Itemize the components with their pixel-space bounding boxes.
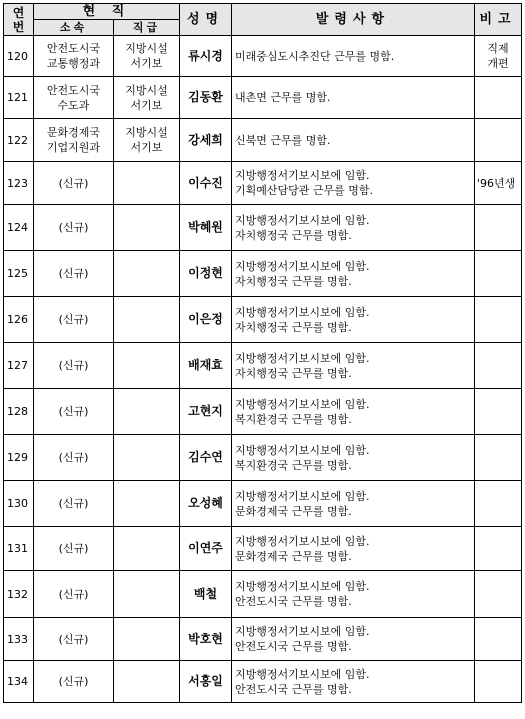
row-grade — [114, 119, 180, 162]
row-order — [232, 661, 475, 703]
row-grade — [114, 36, 180, 77]
row-affiliation — [34, 297, 114, 343]
header-affiliation: 소속 — [34, 20, 114, 36]
row-order-line: 지방행정서기보시보에 임함. — [235, 443, 370, 457]
row-affiliation-line: (신규) — [58, 451, 89, 464]
row-number: 128 — [4, 389, 34, 435]
row-name: 오성혜 — [180, 481, 232, 527]
header-name: 성명 — [180, 4, 232, 36]
table-row — [4, 571, 522, 618]
row-affiliation-line: (신규) — [58, 632, 89, 646]
row-name: 이정현 — [180, 251, 232, 297]
row-order-line: 내촌면 근무를 명함. — [235, 91, 331, 104]
row-grade — [114, 571, 180, 618]
row-grade — [114, 435, 180, 481]
row-affiliation — [34, 571, 114, 618]
row-affiliation — [34, 119, 114, 162]
header-number-top: 연 — [12, 5, 25, 20]
row-grade — [114, 661, 180, 703]
row-affiliation — [34, 389, 114, 435]
row-note — [475, 435, 522, 481]
row-order-line: 지방행정서기보시보에 임함. — [235, 213, 370, 227]
row-order-line: 복지환경국 근무를 명함. — [235, 458, 352, 472]
row-affiliation — [34, 251, 114, 297]
row-order-line: 지방행정서기보시보에 임함. — [235, 397, 370, 411]
row-order-line: 신북면 근무를 명함. — [235, 133, 331, 147]
row-name: 류시경 — [180, 36, 232, 77]
row-grade — [114, 527, 180, 571]
row-order-line: 지방행정서기보시보에 임함. — [235, 305, 370, 319]
row-affiliation-line: 안전도시국 — [46, 83, 101, 97]
row-grade — [114, 162, 180, 205]
row-order-line: 지방행정서기보시보에 임함. — [235, 351, 370, 365]
row-number: 125 — [4, 251, 34, 297]
row-order-line: 지방행정서기보시보에 임함. — [235, 580, 370, 593]
row-grade-line: 서기보 — [130, 57, 163, 70]
row-grade — [114, 297, 180, 343]
row-affiliation — [34, 481, 114, 527]
row-affiliation — [34, 661, 114, 703]
row-affiliation-line: (신규) — [58, 313, 89, 326]
row-order — [232, 481, 475, 527]
row-name: 김동환 — [180, 77, 232, 119]
row-grade — [114, 481, 180, 527]
table-header — [4, 4, 522, 36]
row-number: 122 — [4, 119, 34, 162]
row-name: 배재효 — [180, 343, 232, 389]
row-name: 이은정 — [180, 297, 232, 343]
row-affiliation-line: (신규) — [58, 405, 89, 418]
table-row — [4, 527, 522, 571]
row-note — [475, 297, 522, 343]
row-grade — [114, 251, 180, 297]
row-order-line: 지방행정서기보시보에 임함. — [235, 625, 370, 638]
row-affiliation-line: (신규) — [58, 675, 89, 688]
row-number: 121 — [4, 77, 34, 119]
row-name: 고현지 — [180, 389, 232, 435]
table-row — [4, 481, 522, 527]
table-row — [4, 205, 522, 251]
row-order-line: 복지환경국 근무를 명함. — [235, 412, 352, 426]
row-note — [475, 162, 522, 205]
table-row — [4, 36, 522, 77]
header-note: 비고 — [475, 4, 522, 36]
row-grade-line: 지방시설 — [125, 83, 168, 97]
row-number: 129 — [4, 435, 34, 481]
row-note-line: 직제 — [487, 42, 509, 55]
row-name: 강세희 — [180, 119, 232, 162]
row-grade — [114, 389, 180, 435]
row-order — [232, 571, 475, 618]
row-note — [475, 119, 522, 162]
header-order: 발령사항 — [232, 4, 475, 36]
row-note — [475, 571, 522, 618]
row-order-line: 문화경제국 근무를 명함. — [235, 549, 352, 563]
row-grade — [114, 343, 180, 389]
row-note — [475, 205, 522, 251]
row-order — [232, 435, 475, 481]
row-grade — [114, 205, 180, 251]
row-order-line: 기획예산담당관 근무를 명함. — [235, 184, 374, 197]
header-number — [4, 4, 34, 36]
row-affiliation — [34, 36, 114, 77]
table-row — [4, 77, 522, 119]
row-affiliation — [34, 343, 114, 389]
row-number: 134 — [4, 661, 34, 703]
row-order — [232, 119, 475, 162]
row-affiliation-line: (신규) — [58, 542, 89, 555]
row-order-line: 지방행정서기보시보에 임함. — [235, 489, 370, 503]
row-name: 김수연 — [180, 435, 232, 481]
row-name: 이수진 — [180, 162, 232, 205]
table-body — [4, 36, 522, 703]
row-order — [232, 77, 475, 119]
row-note — [475, 661, 522, 703]
table-row — [4, 251, 522, 297]
header-number-bottom: 번 — [12, 19, 25, 34]
table-row — [4, 389, 522, 435]
row-order — [232, 36, 475, 77]
appointment-table — [3, 3, 522, 703]
row-number: 132 — [4, 571, 34, 618]
row-affiliation — [34, 435, 114, 481]
row-order-line: 자치행정국 근무를 명함. — [235, 320, 352, 334]
table-row — [4, 119, 522, 162]
row-affiliation-line: 기업지원과 — [46, 141, 101, 154]
table-row — [4, 661, 522, 703]
row-affiliation — [34, 618, 114, 661]
row-grade-line: 지방시설 — [125, 126, 168, 139]
header-grade: 직급 — [114, 20, 180, 36]
table-row — [4, 343, 522, 389]
row-number: 127 — [4, 343, 34, 389]
row-order-line: 미래중심도시추진단 근무를 명함. — [235, 49, 395, 63]
row-affiliation-line: (신규) — [58, 497, 89, 510]
row-order-line: 자치행정국 근무를 명함. — [235, 228, 352, 242]
row-order-line: 문화경제국 근무를 명함. — [235, 504, 352, 518]
row-order — [232, 618, 475, 661]
row-name: 이연주 — [180, 527, 232, 571]
row-order-line: 자치행정국 근무를 명함. — [235, 274, 352, 288]
row-number: 131 — [4, 527, 34, 571]
row-affiliation-line: (신규) — [58, 267, 89, 280]
row-name: 박혜원 — [180, 205, 232, 251]
row-order — [232, 389, 475, 435]
row-number: 133 — [4, 618, 34, 661]
row-order-line: 지방행정서기보시보에 임함. — [235, 667, 370, 681]
row-note — [475, 343, 522, 389]
row-affiliation — [34, 527, 114, 571]
row-order-line: 지방행정서기보시보에 임함. — [235, 534, 370, 548]
table-row — [4, 618, 522, 661]
row-name: 백철 — [180, 571, 232, 618]
row-grade-line: 서기보 — [130, 141, 163, 154]
row-order — [232, 343, 475, 389]
table-row — [4, 297, 522, 343]
row-affiliation-line: 수도과 — [57, 98, 90, 112]
row-order — [232, 527, 475, 571]
row-order — [232, 251, 475, 297]
row-affiliation — [34, 162, 114, 205]
row-affiliation-line: (신규) — [58, 176, 89, 190]
row-order — [232, 162, 475, 205]
row-name: 박호현 — [180, 618, 232, 661]
row-number: 126 — [4, 297, 34, 343]
row-number: 124 — [4, 205, 34, 251]
row-affiliation — [34, 77, 114, 119]
row-affiliation-line: (신규) — [58, 221, 89, 234]
row-affiliation-line: 문화경제국 — [46, 126, 101, 139]
table-row — [4, 162, 522, 205]
row-order-line: 안전도시국 근무를 명함. — [235, 682, 352, 696]
row-note — [475, 618, 522, 661]
row-affiliation-line: 안전도시국 — [46, 42, 101, 55]
row-grade — [114, 618, 180, 661]
header-current-post: 현 직 — [34, 4, 180, 20]
row-note-line: 개편 — [487, 57, 509, 70]
row-number: 123 — [4, 162, 34, 205]
row-order — [232, 297, 475, 343]
row-number: 130 — [4, 481, 34, 527]
row-grade-line: 서기보 — [130, 98, 163, 112]
row-order-line: 자치행정국 근무를 명함. — [235, 366, 352, 380]
row-affiliation-line: 교통행정과 — [46, 57, 101, 70]
row-note — [475, 481, 522, 527]
row-order-line: 안전도시국 근무를 명함. — [235, 595, 352, 608]
row-note — [475, 77, 522, 119]
row-order-line: 지방행정서기보시보에 임함. — [235, 169, 370, 182]
row-note — [475, 389, 522, 435]
row-affiliation — [34, 205, 114, 251]
row-number: 120 — [4, 36, 34, 77]
row-note — [475, 251, 522, 297]
row-order-line: 지방행정서기보시보에 임함. — [235, 259, 370, 273]
row-name: 서홍일 — [180, 661, 232, 703]
row-note — [475, 527, 522, 571]
row-affiliation-line: (신규) — [58, 587, 89, 601]
row-grade-line: 지방시설 — [125, 42, 168, 55]
row-affiliation-line: (신규) — [58, 359, 89, 372]
row-order-line: 안전도시국 근무를 명함. — [235, 640, 352, 653]
row-note — [475, 36, 522, 77]
row-order — [232, 205, 475, 251]
row-grade — [114, 77, 180, 119]
table-row — [4, 435, 522, 481]
row-note-line: '96년생 — [477, 176, 516, 190]
